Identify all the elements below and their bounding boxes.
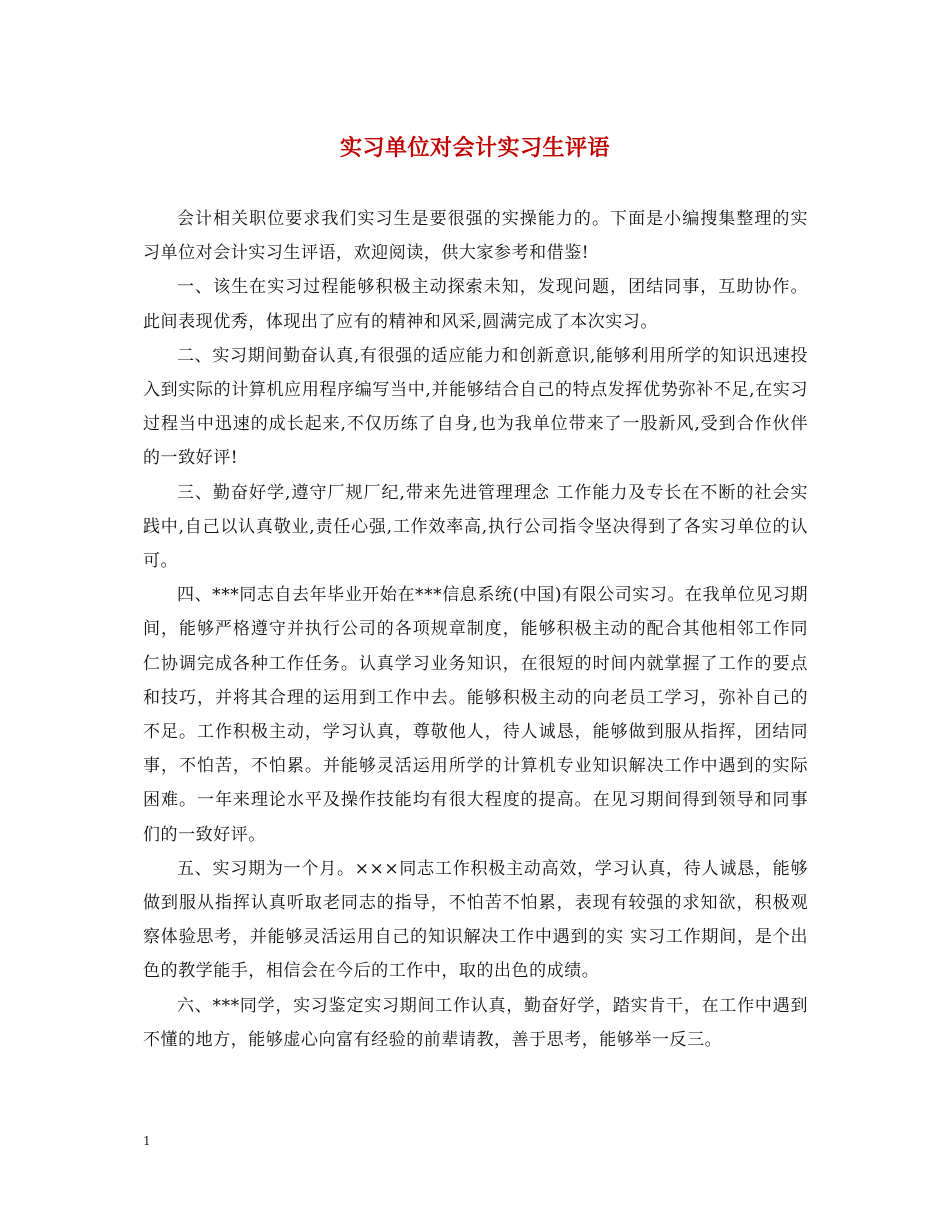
- paragraph-comment-2: 二、实习期间勤奋认真,有很强的适应能力和创新意识,能够利用所学的知识迅速投入到实际的计算机应用程序编写当中,并能够结合自己的特点发挥优势弥补不足,在实习过程当中迅速的成长起来,不仅历练了自身,也为我单位带来了一股新风,受到合作伙伴的一致好评!: [143, 345, 808, 469]
- paragraph-comment-6: 六、***同学，实习鉴定实习期间工作认真，勤奋好学，踏实肯干，在工作中遇到不懂的地方，能够虚心向富有经验的前辈请教，善于思考，能够举一反三。: [143, 995, 808, 1050]
- paragraph-comment-5: 五、实习期为一个月。×××同志工作积极主动高效，学习认真，待人诚恳，能够做到服从指挥认真听取老同志的指导，不怕苦不怕累，表现有较强的求知欲，积极观察体验思考，并能够灵活运用自己的知识解决工作中遇到的实 实习工作期间，是个出色的教学能手，相信会在今后的工作中，取的出色的成绩。: [143, 858, 808, 982]
- page-number: 1: [143, 1134, 151, 1148]
- paragraph-comment-3: 三、勤奋好学,遵守厂规厂纪,带来先进管理理念 工作能力及专长在不断的社会实践中,自己以认真敬业,责任心强,工作效率高,执行公司指令坚决得到了各实习单位的认可。: [143, 482, 808, 572]
- paragraph-comment-1: 一、该生在实习过程能够积极主动探索未知，发现问题，团结同事，互助协作。此间表现优秀，体现出了应有的精神和风采,圆满完成了本次实习。: [143, 277, 808, 332]
- paragraph-intro: 会计相关职位要求我们实习生是要很强的实操能力的。下面是小编搜集整理的实习单位对会计实习生评语，欢迎阅读，供大家参考和借鉴!: [143, 209, 808, 264]
- paragraph-comment-4: 四、***同志自去年毕业开始在***信息系统(中国)有限公司实习。在我单位见习期间，能够严格遵守并执行公司的各项规章制度，能够积极主动的配合其他相邻工作同仁协调完成各种工作任务。认真学习业务知识，在很短的时间内就掌握了工作的要点和技巧，并将其合理的运用到工作中去。能够积极主动的向老员工学习，弥补自己的不足。工作积极主动，学习认真，尊敬他人，待人诚恳，能够做到服从指挥，团结同事，不怕苦，不怕累。并能够灵活运用所学的计算机专业知识解决工作中遇到的实际困难。一年来理论水平及操作技能均有很大程度的提高。在见习期间得到领导和同事们的一致好评。: [143, 585, 808, 845]
- document-title: 实习单位对会计实习生评语: [339, 135, 610, 161]
- document-body: [143, 202, 808, 1057]
